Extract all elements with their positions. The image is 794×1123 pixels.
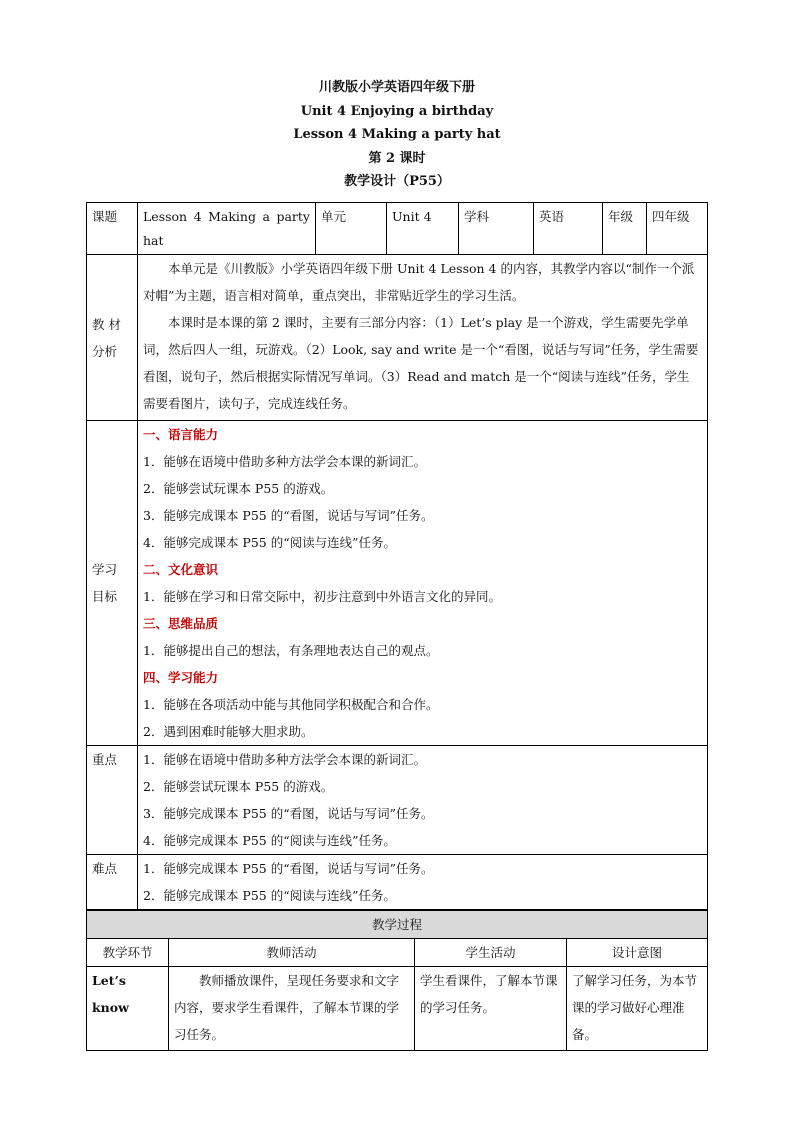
process-intent: 了解学习任务，为本节课的学习做好心理准备。 bbox=[567, 967, 708, 1051]
subject-value: 英语 bbox=[534, 203, 603, 255]
grade-value: 四年级 bbox=[647, 203, 708, 255]
topic-label: 课题 bbox=[87, 203, 138, 255]
process-student: 学生看课件，了解本节课的学习任务。 bbox=[415, 967, 567, 1051]
key-point-item: 4．能够完成课本 P55 的“阅读与连线”任务。 bbox=[143, 833, 396, 848]
subject-label: 学科 bbox=[459, 203, 534, 255]
objectives-heading: 三、思维品质 bbox=[143, 616, 219, 631]
difficulty-item: 1．能够完成课本 P55 的“看图，说话与写词”任务。 bbox=[143, 861, 434, 876]
info-row bbox=[87, 203, 708, 255]
analysis-label: 教 材 分析 bbox=[87, 255, 138, 421]
process-teacher: 教师播放课件，呈现任务要求和文字内容，要求学生看课件，了解本节课的学习任务。 bbox=[169, 967, 415, 1051]
title-line: 教学设计（P55） bbox=[344, 174, 450, 189]
analysis-paragraph: 本课时是本课的第 2 课时，主要有三部分内容：（1）Let’s play 是一个游戏，学生需要先学单词，然后四人一组，玩游戏。（2）Look, say and write 是一个“看图，说话与写词”任务，学生需要看图，说句子，然后根据实际情况写单词。（3）Read and match 是一个“阅读与连线”任务，学生需要看图片，读句子，完成连线任务。 bbox=[143, 315, 699, 411]
process-header: 设计意图 bbox=[567, 939, 708, 967]
objective-item: 3．能够完成课本 P55 的“看图，说话与写词”任务。 bbox=[143, 508, 434, 523]
objective-item: 1．能够在语境中借助多种方法学会本课的新词汇。 bbox=[143, 454, 426, 469]
process-title-row bbox=[87, 911, 708, 939]
unit-label: 单元 bbox=[316, 203, 387, 255]
objective-item: 2．能够尝试玩课本 P55 的游戏。 bbox=[143, 481, 334, 496]
objectives-label-line: 学习 bbox=[92, 562, 118, 577]
key-points-label: 重点 bbox=[87, 746, 138, 855]
objectives-label bbox=[87, 421, 138, 746]
objective-item: 2．遇到困难时能够大胆求助。 bbox=[143, 724, 314, 739]
key-point-item: 2．能够尝试玩课本 P55 的游戏。 bbox=[143, 779, 334, 794]
title-line: 第 2 课时 bbox=[368, 150, 426, 166]
objectives-heading: 二、文化意识 bbox=[143, 562, 219, 577]
objectives-row bbox=[87, 421, 708, 746]
difficulty-item: 2．能够完成课本 P55 的“阅读与连线”任务。 bbox=[143, 888, 396, 903]
analysis-content bbox=[138, 255, 708, 421]
objective-item: 1．能够在各项活动中能与其他同学积极配合和合作。 bbox=[143, 697, 439, 712]
key-point-item: 1．能够在语境中借助多种方法学会本课的新词汇。 bbox=[143, 752, 426, 767]
process-header: 学生活动 bbox=[415, 939, 567, 967]
process-header: 教师活动 bbox=[169, 939, 415, 967]
key-points-content bbox=[138, 746, 708, 855]
objective-item: 1．能够在学习和日常交际中，初步注意到中外语言文化的异同。 bbox=[143, 589, 501, 604]
topic-value: Lesson 4 Making a party hat bbox=[138, 203, 316, 255]
key-points-row bbox=[87, 746, 708, 855]
difficulties-content bbox=[138, 855, 708, 910]
objectives-heading: 四、学习能力 bbox=[143, 670, 219, 685]
analysis-row bbox=[87, 255, 708, 421]
difficulties-row bbox=[87, 855, 708, 910]
grade-label: 年级 bbox=[603, 203, 647, 255]
lesson-design-table bbox=[86, 202, 708, 910]
title-line: 川教版小学英语四年级下册 bbox=[318, 80, 475, 95]
unit-value: Unit 4 bbox=[387, 203, 459, 255]
key-point-item: 3．能够完成课本 P55 的“看图，说话与写词”任务。 bbox=[143, 806, 434, 821]
objectives-content bbox=[138, 421, 708, 746]
difficulties-label: 难点 bbox=[87, 855, 138, 910]
analysis-paragraph: 本单元是《川教版》小学英语四年级下册 Unit 4 Lesson 4 的内容，其教学内容以“制作一个派对帽”为主题，语言相对简单，重点突出，非常贴近学生的学习生活。 bbox=[143, 261, 695, 303]
teaching-process-table bbox=[86, 910, 708, 1051]
process-row bbox=[87, 967, 708, 1051]
title-line: Lesson 4 Making a party hat bbox=[293, 127, 501, 142]
process-title: 教学过程 bbox=[87, 911, 708, 939]
process-header-row bbox=[87, 939, 708, 967]
objective-item: 1．能够提出自己的想法，有条理地表达自己的观点。 bbox=[143, 643, 439, 658]
process-header: 教学环节 bbox=[87, 939, 169, 967]
objectives-heading: 一、语言能力 bbox=[143, 427, 219, 442]
title-line: Unit 4 Enjoying a birthday bbox=[300, 103, 494, 119]
objectives-label-line: 目标 bbox=[92, 589, 118, 604]
document-title bbox=[0, 76, 794, 194]
objective-item: 4．能够完成课本 P55 的“阅读与连线”任务。 bbox=[143, 535, 396, 550]
process-stage: Let’s know bbox=[87, 967, 169, 1051]
